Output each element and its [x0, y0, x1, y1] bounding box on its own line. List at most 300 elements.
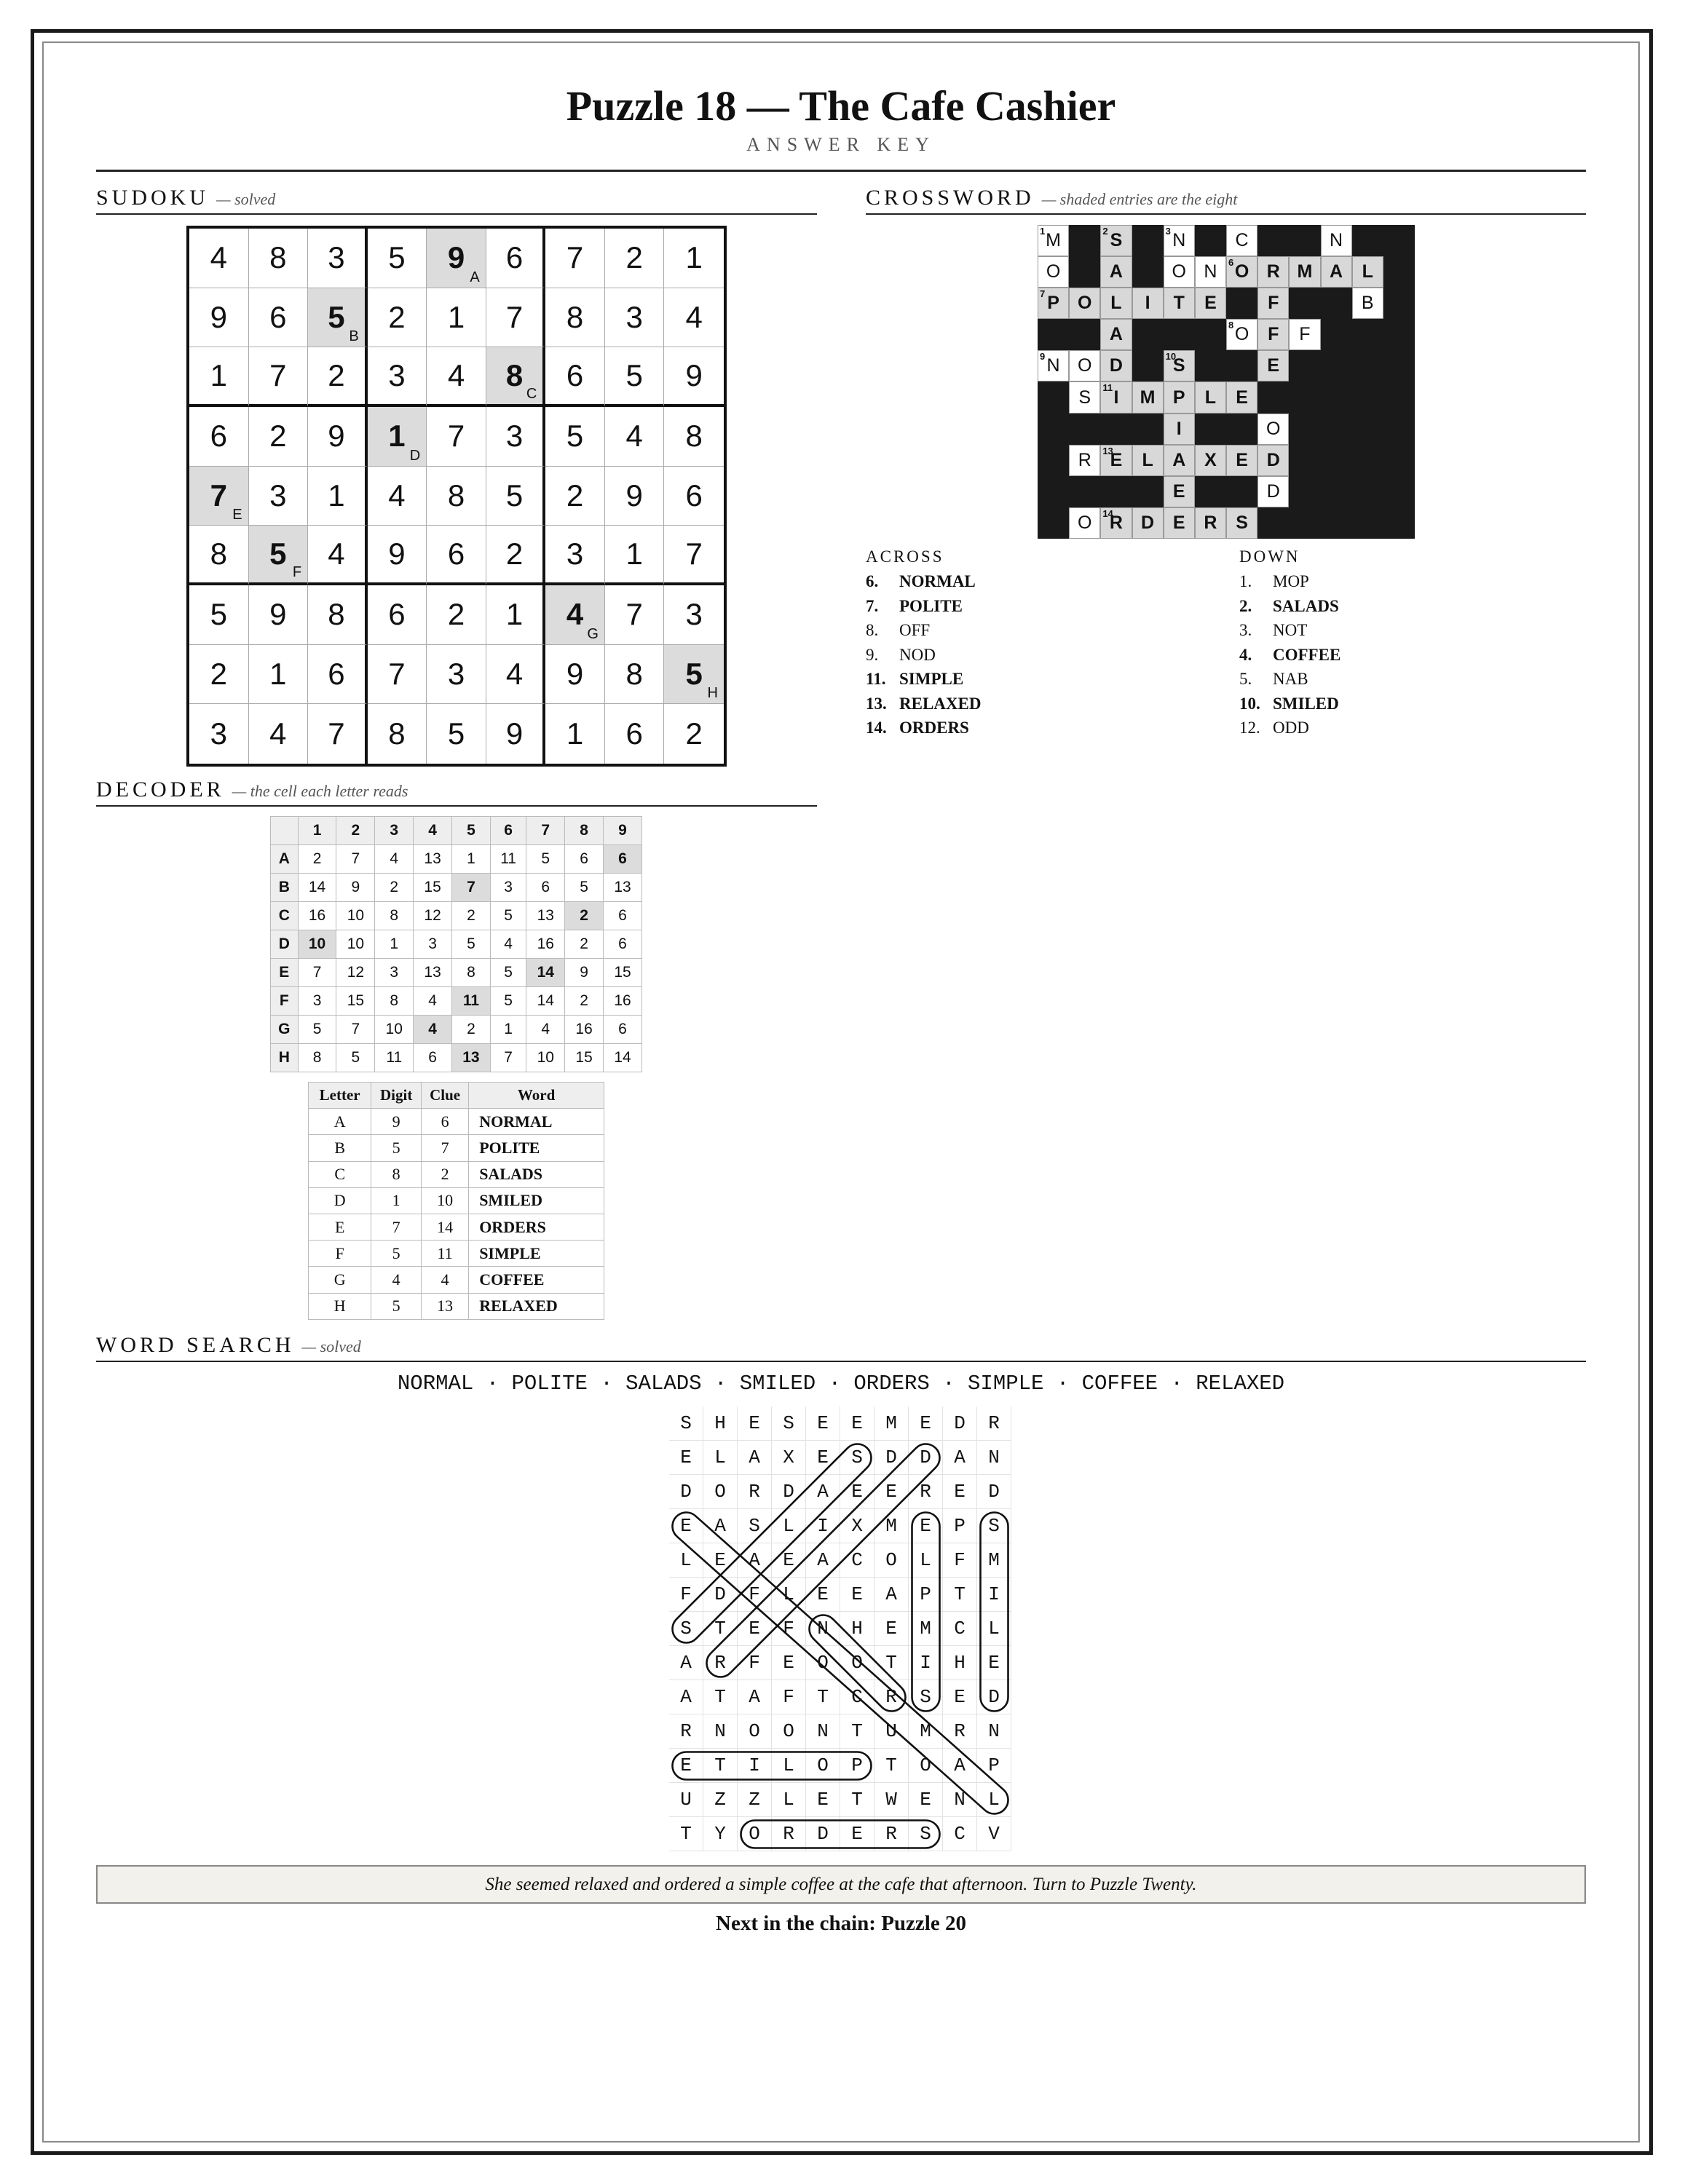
- key-cell: 7: [371, 1214, 422, 1240]
- crossword-letter: E: [1110, 449, 1123, 470]
- crossword-letter: M: [1140, 387, 1156, 408]
- sudoku-digit: 3: [625, 299, 643, 334]
- crossword-letter: I: [1145, 293, 1150, 314]
- crossword-cell: [1164, 381, 1195, 413]
- word-search-cell: R: [738, 1475, 772, 1509]
- crossword-letter: P: [1172, 387, 1185, 408]
- sudoku-digit: 2: [447, 597, 465, 632]
- crossword-cell: [1257, 319, 1289, 350]
- decoder-cell: 1: [490, 1016, 526, 1044]
- crossword-cell: [1100, 256, 1132, 288]
- sudoku-digit: 1: [388, 419, 406, 454]
- word-search-cell: Z: [703, 1783, 738, 1817]
- word-search-cell: T: [703, 1749, 738, 1783]
- crossword-block: [1289, 288, 1320, 319]
- sudoku-cell: [545, 467, 605, 526]
- word-search-cell: E: [840, 1406, 874, 1441]
- word-search-cell: D: [909, 1441, 943, 1475]
- sudoku-digit: 3: [210, 716, 227, 751]
- crossword-block: [1257, 507, 1289, 539]
- sudoku-cell: [249, 347, 309, 407]
- sudoku-cell: [664, 645, 724, 705]
- crossword-block: [1195, 350, 1226, 381]
- decoder-row-header: C: [271, 902, 299, 930]
- word-list: NORMAL · POLITE · SALADS · SMILED · ORDERS · SIMPLE · COFFEE · RELAXED: [397, 1372, 1285, 1396]
- crossword-block: [1069, 414, 1100, 445]
- word-search-cell: L: [977, 1612, 1011, 1646]
- decoder-cell: 2: [298, 845, 336, 874]
- sudoku-digit: 8: [210, 537, 227, 571]
- key-cell: B: [309, 1135, 371, 1161]
- decoder-cell: 6: [565, 845, 604, 874]
- word-search-cell: R: [977, 1406, 1011, 1441]
- crossword-block: [1383, 445, 1415, 476]
- sudoku-cell: [189, 288, 249, 348]
- word-search-cell: H: [943, 1646, 977, 1680]
- word-search-cell: S: [738, 1509, 772, 1543]
- crossword-letter: S: [1078, 387, 1091, 408]
- key-col-header: Letter: [309, 1083, 371, 1109]
- sudoku-digit: 2: [269, 419, 287, 454]
- word-search-cell: R: [943, 1714, 977, 1749]
- word-search-header: [96, 1333, 1586, 1362]
- sudoku-digit: 3: [328, 240, 345, 275]
- key-cell: 2: [422, 1161, 469, 1187]
- sudoku-cell: [486, 407, 546, 467]
- decoder-cell: 14: [526, 959, 565, 987]
- sudoku-digit: 7: [210, 478, 227, 513]
- crossword-letter: F: [1299, 324, 1311, 345]
- crossword-cell: [1132, 507, 1164, 539]
- word-search-cell: R: [703, 1646, 738, 1680]
- crossword-letter: R: [1109, 512, 1123, 533]
- key-cell: 4: [371, 1267, 422, 1293]
- sudoku-cell: [368, 526, 427, 585]
- sudoku-cell: [664, 347, 724, 407]
- sudoku-letter-tag: B: [349, 328, 359, 345]
- decoder-row: [271, 845, 642, 874]
- key-cell: 5: [371, 1241, 422, 1267]
- sudoku-digit: 7: [505, 299, 524, 334]
- sudoku-cell: [249, 526, 309, 585]
- crossword-cell: [1195, 256, 1226, 288]
- word-search-cell: T: [874, 1646, 909, 1680]
- clue-number: 12.: [1239, 719, 1260, 737]
- word-search-cell: E: [806, 1578, 840, 1612]
- sudoku-cell: [308, 347, 368, 407]
- clue-answer: SMILED: [1273, 694, 1339, 713]
- sudoku-digit: 6: [210, 419, 227, 454]
- decoder-row-header: A: [271, 845, 299, 874]
- sudoku-cell: [664, 229, 724, 288]
- sudoku-digit: 3: [505, 419, 524, 454]
- crossword-letter: C: [1235, 230, 1249, 251]
- sudoku-digit: 9: [328, 419, 345, 454]
- word-search-cell: M: [874, 1509, 909, 1543]
- crossword-letter: D: [1266, 480, 1280, 502]
- crossword-block: [1352, 445, 1383, 476]
- crossword-block: [1321, 319, 1352, 350]
- decoder-cell: 13: [414, 959, 452, 987]
- crossword-number: 1: [1040, 226, 1046, 237]
- decoder-row: [271, 1016, 642, 1044]
- crossword-cell: [1069, 445, 1100, 476]
- found-word-circle: [981, 1513, 1008, 1712]
- key-col-header: Digit: [371, 1083, 422, 1109]
- sudoku-cell: [605, 645, 665, 705]
- sudoku-digit: 6: [269, 299, 287, 334]
- word-search-cell: A: [874, 1578, 909, 1612]
- decoder-col-header: 9: [604, 817, 642, 845]
- title-rule: [96, 170, 1586, 172]
- word-search-cell: H: [840, 1612, 874, 1646]
- key-cell: C: [309, 1161, 371, 1187]
- word-search-cell: E: [943, 1475, 977, 1509]
- found-word-circle: [669, 1507, 1011, 1820]
- sudoku-title: SUDOKU: [96, 186, 210, 210]
- crossword-letter: R: [1266, 261, 1280, 282]
- decoder-col-header: 8: [565, 817, 604, 845]
- crossword-block: [1352, 414, 1383, 445]
- sudoku-cell: [189, 407, 249, 467]
- crossword-letter: L: [1142, 449, 1153, 470]
- word-search-cell: T: [806, 1680, 840, 1714]
- clue-item: [1239, 719, 1582, 743]
- crossword-letter: N: [1046, 355, 1060, 376]
- word-search-cell: E: [874, 1612, 909, 1646]
- crossword-cell: [1100, 319, 1132, 350]
- decoder-cell: 5: [490, 987, 526, 1016]
- sudoku-cell: [308, 585, 368, 645]
- crossword-cell: [1195, 445, 1226, 476]
- key-cell: 13: [422, 1293, 469, 1319]
- crossword-letter: P: [1047, 293, 1059, 314]
- key-row: [309, 1187, 604, 1214]
- clue-number: 4.: [1239, 645, 1252, 664]
- crossword-cell: [1038, 225, 1069, 256]
- decoder-col-header: 4: [414, 817, 452, 845]
- crossword-cell: [1226, 319, 1257, 350]
- decoder-cell: 12: [336, 959, 375, 987]
- crossword-block: [1038, 414, 1069, 445]
- decoder-cell: 16: [604, 987, 642, 1016]
- decoder-cell: 12: [414, 902, 452, 930]
- crossword-block: [1352, 476, 1383, 507]
- key-col-header: Clue: [422, 1083, 469, 1109]
- sudoku-digit: 3: [388, 358, 406, 393]
- decoder-row: [271, 959, 642, 987]
- word-search-cell: T: [840, 1783, 874, 1817]
- clue-answer: OFF: [899, 621, 931, 639]
- word-search-cell: P: [943, 1509, 977, 1543]
- crossword-cell: [1100, 225, 1132, 256]
- word-search-cell: S: [772, 1406, 806, 1441]
- crossword-block: [1383, 476, 1415, 507]
- crossword-number: 14: [1102, 507, 1113, 519]
- crossword-cell: [1100, 288, 1132, 319]
- sudoku-digit: 5: [447, 716, 465, 751]
- word-search-cell: E: [738, 1612, 772, 1646]
- word-search-cell: A: [806, 1543, 840, 1578]
- sudoku-digit: 5: [210, 597, 227, 632]
- sudoku-cell: [427, 467, 486, 526]
- crossword-cell: [1257, 414, 1289, 445]
- crossword-block: [1164, 319, 1195, 350]
- decoder-cell: 6: [604, 930, 642, 959]
- sudoku-cell: [308, 704, 368, 764]
- sudoku-digit: 8: [447, 478, 465, 513]
- word-search-cell: T: [703, 1612, 738, 1646]
- crossword-letter: D: [1109, 355, 1123, 376]
- word-search-cell: N: [703, 1714, 738, 1749]
- clue-item: [866, 621, 1215, 646]
- word-search-cell: E: [840, 1817, 874, 1851]
- word-search-cell: S: [669, 1406, 703, 1441]
- sudoku-digit: 8: [505, 358, 524, 393]
- decoder-cell: 5: [526, 845, 565, 874]
- sudoku-cell: [605, 407, 665, 467]
- key-cell: 11: [422, 1241, 469, 1267]
- clue-answer: ODD: [1273, 719, 1309, 737]
- crossword-letter: A: [1330, 261, 1343, 282]
- word-search-cell: S: [977, 1509, 1011, 1543]
- sudoku-digit: 6: [685, 478, 703, 513]
- word-search-cell: N: [806, 1714, 840, 1749]
- sudoku-digit: 7: [625, 597, 643, 632]
- crossword-letter: A: [1172, 449, 1186, 470]
- decoder-row-header: F: [271, 987, 299, 1016]
- decoder-cell: 2: [375, 874, 414, 902]
- crossword-number: 9: [1040, 351, 1046, 363]
- clue-answer: SIMPLE: [899, 670, 964, 688]
- crossword-number: 8: [1228, 320, 1234, 331]
- clue-item: [1239, 670, 1582, 695]
- word-search-cell: D: [874, 1441, 909, 1475]
- decoder-row: [271, 987, 642, 1016]
- decoder-cell: 10: [336, 902, 375, 930]
- crossword-letter: F: [1268, 324, 1279, 345]
- key-row: [309, 1267, 604, 1293]
- crossword-cell: [1100, 350, 1132, 381]
- sudoku-cell: [605, 347, 665, 407]
- sudoku-cell: [308, 467, 368, 526]
- crossword-cell: [1226, 507, 1257, 539]
- crossword-block: [1038, 381, 1069, 413]
- decoder-cell: 2: [565, 902, 604, 930]
- sudoku-digit: 1: [328, 478, 345, 513]
- key-cell: 8: [371, 1161, 422, 1187]
- sudoku-digit: 6: [505, 240, 524, 275]
- crossword-cell: [1226, 225, 1257, 256]
- crossword-letter: M: [1297, 261, 1313, 282]
- crossword-cell: [1226, 256, 1257, 288]
- sudoku-cell: [189, 347, 249, 407]
- hidden-message: She seemed relaxed and ordered a simple coffee at the cafe that afternoon. Turn to Puzzle Twenty.: [96, 1865, 1586, 1904]
- decoder-cell: 2: [565, 930, 604, 959]
- word-search-cell: S: [840, 1441, 874, 1475]
- crossword-block: [1132, 476, 1164, 507]
- crossword-block: [1321, 288, 1352, 319]
- sudoku-digit: 2: [566, 478, 584, 513]
- crossword-block: [1069, 319, 1100, 350]
- decoder-cell: 3: [298, 987, 336, 1016]
- sudoku-digit: 7: [685, 537, 703, 571]
- crossword-cell: [1257, 445, 1289, 476]
- decoder-cell: 4: [414, 987, 452, 1016]
- crossword-block: [1195, 414, 1226, 445]
- crossword-block: [1257, 381, 1289, 413]
- word-search-cell: M: [909, 1612, 943, 1646]
- sudoku-cell: [545, 407, 605, 467]
- sudoku-cell: [545, 526, 605, 585]
- crossword-block: [1132, 350, 1164, 381]
- crossword-block: [1321, 445, 1352, 476]
- sudoku-digit: 9: [566, 656, 584, 691]
- word-search-cell: F: [738, 1646, 772, 1680]
- crossword-letter: N: [1204, 261, 1217, 282]
- sudoku-cell: [427, 229, 486, 288]
- decoder-col-header: 5: [452, 817, 491, 845]
- sudoku-digit: 4: [328, 537, 345, 571]
- sudoku-grid: [186, 226, 727, 767]
- crossword-letter: N: [1172, 230, 1186, 251]
- crossword-cell: [1226, 381, 1257, 413]
- sudoku-letter-tag: C: [526, 385, 537, 402]
- decoder-row-header: B: [271, 874, 299, 902]
- decoder-cell: 2: [452, 1016, 491, 1044]
- crossword-cell: [1289, 256, 1320, 288]
- decoder-cell: 4: [526, 1016, 565, 1044]
- sudoku-digit: 9: [388, 537, 406, 571]
- sudoku-digit: 8: [269, 240, 287, 275]
- word-search-cell: L: [669, 1543, 703, 1578]
- crossword-letter: R: [1204, 512, 1217, 533]
- sudoku-note: — solved: [216, 190, 276, 208]
- word-search-cell: X: [772, 1441, 806, 1475]
- word-search-cell: O: [909, 1749, 943, 1783]
- crossword-letter: I: [1113, 387, 1119, 408]
- word-search-cell: T: [874, 1749, 909, 1783]
- crossword-letter: M: [1046, 230, 1061, 251]
- word-search-cell: E: [669, 1749, 703, 1783]
- crossword-block: [1226, 288, 1257, 319]
- crossword-cell: [1257, 288, 1289, 319]
- clue-answer: NOT: [1273, 621, 1308, 639]
- crossword-block: [1100, 414, 1132, 445]
- decoder-cell: 7: [298, 959, 336, 987]
- clue-answer: COFFEE: [1273, 645, 1341, 664]
- crossword-letter: L: [1362, 261, 1373, 282]
- decoder-cell: 5: [490, 902, 526, 930]
- sudoku-cell: [427, 407, 486, 467]
- crossword-block: [1321, 414, 1352, 445]
- sudoku-cell: [427, 526, 486, 585]
- found-word-circle: [741, 1821, 940, 1848]
- decoder-col-header: 3: [375, 817, 414, 845]
- sudoku-digit: 8: [388, 716, 406, 751]
- key-row: [309, 1293, 604, 1319]
- word-search-cell: N: [977, 1441, 1011, 1475]
- sudoku-digit: 5: [685, 656, 703, 691]
- crossword-block: [1226, 350, 1257, 381]
- decoder-header-row: [271, 817, 642, 845]
- word-search-cell: P: [909, 1578, 943, 1612]
- crossword-number: 10: [1165, 351, 1177, 363]
- decoder-row-header: H: [271, 1044, 299, 1072]
- crossword-block: [1226, 414, 1257, 445]
- crossword-letter: E: [1236, 449, 1248, 470]
- sudoku-digit: 4: [210, 240, 227, 275]
- sudoku-digit: 4: [447, 358, 465, 393]
- word-search-cell: L: [703, 1441, 738, 1475]
- decoder-cell: 13: [452, 1044, 491, 1072]
- crossword-block: [1383, 414, 1415, 445]
- crossword-letter: E: [1172, 512, 1185, 533]
- crossword-cell: [1164, 225, 1195, 256]
- word-search-cell: F: [669, 1578, 703, 1612]
- crossword-cell: [1100, 445, 1132, 476]
- decoder-cell: 10: [298, 930, 336, 959]
- key-cell: 5: [371, 1293, 422, 1319]
- sudoku-cell: [486, 467, 546, 526]
- word-search-cell: T: [669, 1817, 703, 1851]
- word-search-cell: D: [977, 1475, 1011, 1509]
- sudoku-cell: [368, 645, 427, 705]
- sudoku-cell: [486, 645, 546, 705]
- crossword-cell: [1164, 350, 1195, 381]
- key-row: [309, 1161, 604, 1187]
- crossword-block: [1195, 319, 1226, 350]
- crossword-letter: X: [1204, 449, 1217, 470]
- decoder-cell: 14: [604, 1044, 642, 1072]
- found-word-circle: [701, 1439, 946, 1683]
- decoder-cell: 13: [414, 845, 452, 874]
- word-search-cell: T: [703, 1680, 738, 1714]
- crossword-cell: [1038, 288, 1069, 319]
- sudoku-cell: [486, 288, 546, 348]
- key-cell: 4: [422, 1267, 469, 1293]
- sudoku-digit: 1: [566, 716, 584, 751]
- page-title: Puzzle 18 — The Cafe Cashier: [566, 82, 1116, 130]
- crossword-cell: [1352, 288, 1383, 319]
- decoder-cell: 6: [604, 902, 642, 930]
- word-search-cell: M: [909, 1714, 943, 1749]
- crossword-letter: N: [1330, 230, 1343, 251]
- key-cell: SMILED: [469, 1187, 604, 1214]
- sudoku-digit: 9: [447, 240, 465, 275]
- crossword-cell: [1257, 350, 1289, 381]
- crossword-block: [1132, 256, 1164, 288]
- key-cell: 10: [422, 1187, 469, 1214]
- crossword-block: [1195, 476, 1226, 507]
- crossword-letter: I: [1176, 418, 1182, 439]
- word-search-cell: E: [806, 1441, 840, 1475]
- crossword-block: [1038, 445, 1069, 476]
- page-subtitle: ANSWER KEY: [746, 134, 936, 155]
- sudoku-cell: [189, 585, 249, 645]
- word-search-note: — solved: [301, 1337, 361, 1356]
- word-search-cell: D: [943, 1406, 977, 1441]
- sudoku-cell: [427, 288, 486, 348]
- sudoku-digit: 1: [269, 656, 287, 691]
- crossword-block: [1195, 225, 1226, 256]
- word-search-cell: T: [943, 1578, 977, 1612]
- key-row: [309, 1214, 604, 1240]
- crossword-block: [1069, 256, 1100, 288]
- key-cell: ORDERS: [469, 1214, 604, 1240]
- clue-item: [1239, 572, 1582, 597]
- crossword-block: [1100, 476, 1132, 507]
